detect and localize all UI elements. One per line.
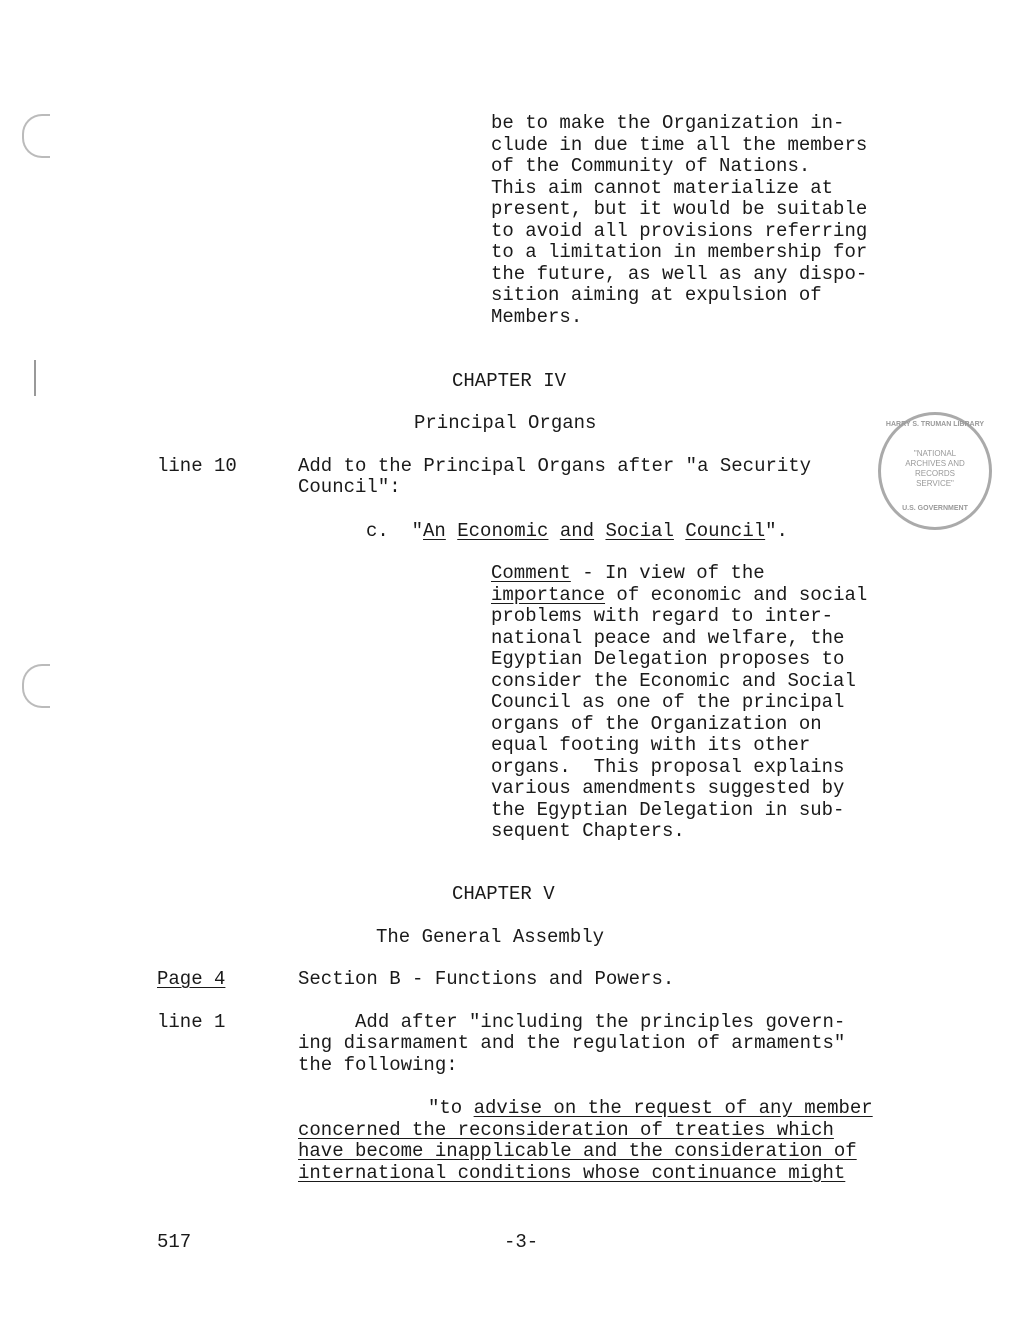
text-line: to a limitation in membership for bbox=[491, 241, 868, 263]
comment-line: organs. This proposal explains bbox=[491, 756, 845, 778]
comment-line: importance of economic and social bbox=[491, 584, 868, 606]
comment-line: consider the Economic and Social bbox=[491, 670, 856, 692]
comment-line: equal footing with its other bbox=[491, 734, 811, 756]
amendment-text-line: Council": bbox=[298, 476, 401, 498]
quote-line: "to advise on the request of any member bbox=[428, 1097, 873, 1119]
comment-line: organs of the Organization on bbox=[491, 713, 822, 735]
chapter-v-heading: CHAPTER V bbox=[452, 883, 555, 905]
comment-line: Council as one of the principal bbox=[491, 691, 845, 713]
margin-page-ref: Page 4 bbox=[157, 968, 226, 990]
amendment-text-line: Add to the Principal Organs after "a Security bbox=[298, 455, 812, 477]
section-heading: Section B - Functions and Powers. bbox=[298, 968, 675, 990]
text-line: of the Community of Nations. bbox=[491, 155, 811, 177]
comment-line: sequent Chapters. bbox=[491, 820, 685, 842]
comment-line: problems with regard to inter- bbox=[491, 605, 834, 627]
page-number: -3- bbox=[504, 1231, 539, 1253]
text-line: clude in due time all the members bbox=[491, 134, 868, 156]
text-line: present, but it would be suitable bbox=[491, 198, 868, 220]
text-line: to avoid all provisions referring bbox=[491, 220, 868, 242]
text-line: sition aiming at expulsion of bbox=[491, 284, 822, 306]
quote-line: have become inapplicable and the consideration of bbox=[298, 1140, 857, 1162]
text-line: the future, as well as any dispo- bbox=[491, 263, 868, 285]
amendment-text-line: ing disarmament and the regulation of armaments" bbox=[298, 1032, 846, 1054]
chapter-iv-subheading: Principal Organs bbox=[414, 412, 597, 434]
comment-line: Egyptian Delegation proposes to bbox=[491, 648, 845, 670]
comment-line: various amendments suggested by bbox=[491, 777, 845, 799]
text-line: be to make the Organization in- bbox=[491, 112, 845, 134]
document-number: 517 bbox=[157, 1231, 192, 1253]
margin-line-ref: line 1 bbox=[157, 1011, 226, 1033]
archive-stamp: HARRY S. TRUMAN LIBRARY "NATIONAL ARCHIVES AND RECORDS SERVICE" U.S. GOVERNMENT bbox=[878, 412, 992, 530]
comment-line: national peace and welfare, the bbox=[491, 627, 845, 649]
margin-line-ref: line 10 bbox=[157, 455, 237, 477]
amendment-text-line: Add after "including the principles govern- bbox=[298, 1011, 846, 1033]
comment-line: Comment - In view of the bbox=[491, 562, 765, 584]
amendment-text-line: the following: bbox=[298, 1054, 458, 1076]
comment-line: the Egyptian Delegation in sub- bbox=[491, 799, 845, 821]
text-line: This aim cannot materialize at bbox=[491, 177, 834, 199]
quote-line: concerned the reconsideration of treaties which bbox=[298, 1119, 834, 1141]
binder-hole-top bbox=[22, 114, 50, 158]
scan-mark bbox=[34, 360, 36, 396]
item-c: c. "An Economic and Social Council". bbox=[366, 520, 788, 542]
chapter-iv-heading: CHAPTER IV bbox=[452, 370, 567, 392]
text-line: Members. bbox=[491, 306, 583, 328]
binder-hole-middle bbox=[22, 664, 50, 708]
quote-line: international conditions whose continuance might bbox=[298, 1162, 846, 1184]
comment-label: Comment bbox=[491, 562, 571, 584]
chapter-v-subheading: The General Assembly bbox=[376, 926, 605, 948]
